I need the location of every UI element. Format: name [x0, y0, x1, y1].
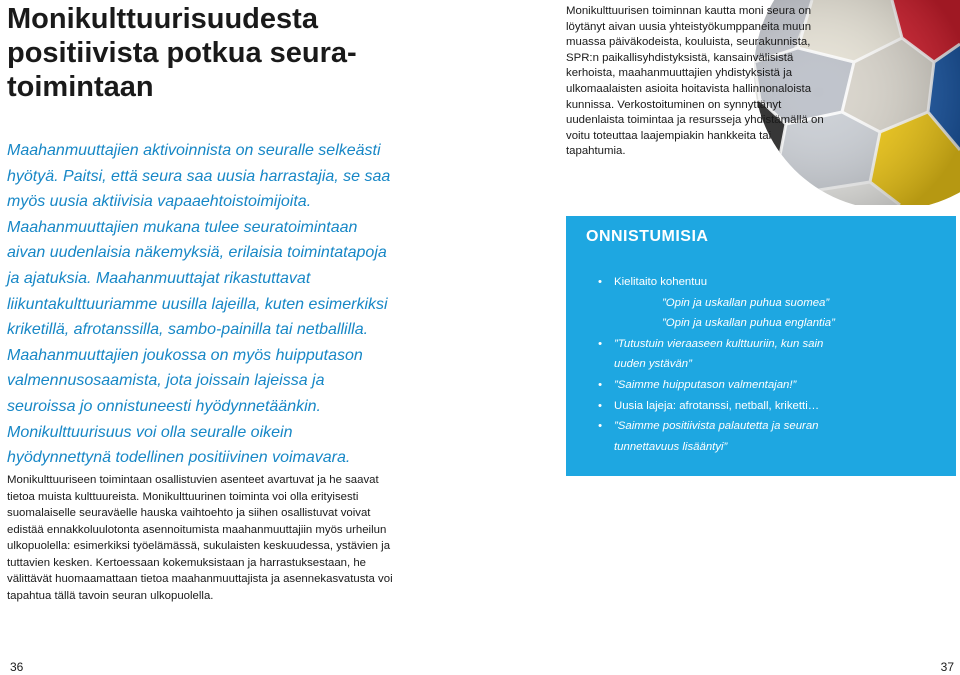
bullet-icon: •	[598, 420, 602, 433]
lead-paragraph: Maahanmuuttajien aktivoinnista on seuralle selkeästi hyötyä. Paitsi, että seura saa uusia harrastajia, se saa myös uusia aktiivisia vapaaehtoistoimijoita. Maahanmuuttajien mukana tulee seuratoimintaan aivan uudenlaisia näkemyksiä, erilaisia toimintatapoja ja ajatuksia. Maahanmuuttajat rikastuttavat liikuntakulttuuriamme uusilla lajeilla, kuten esimerkiksi kriketillä, afrotanssilla, sambo-painilla tai netballilla. Maahanmuuttajien joukossa on myös huipputason valmennusosaamista, jota joissain lajeissa ja seuroissa jo onnistuneesti hyödynnetäänkin. Monikulttuurisuus voi olla seuralle oikein hyödynnettynä todellinen positiivinen voimavara.	[7, 142, 391, 467]
successes-list	[566, 272, 956, 457]
list-item-text: ”Saimme positiivista palautetta ja seuran tunnettavuus lisääntyi”	[614, 420, 819, 453]
successes-box	[566, 216, 956, 476]
list-item	[566, 375, 956, 396]
list-item-text: ”Opin ja uskallan puhua suomea”	[662, 296, 830, 309]
body-paragraph-right: Monikulttuurisen toiminnan kautta moni seura on löytänyt aivan uusia yhteistyökumppaneita muun muassa päiväkodeista, kouluista, seurakunnista, SPR:n paikallisyhdistyksistä, kansainvälisistä kerhoista, maahanmuuttajien yhdistyksistä ja ulkomaalaisten asioita hoitavista hallinnonaloista kunnissa. Verkostoituminen on synnyttänyt uudenlaista toimintaa ja resursseja yhdistämällä on voitu toteuttaa laajempiakin hankkeita tai tapahtumia.	[566, 5, 824, 158]
list-item	[566, 313, 956, 334]
list-item-text: Kielitaito kohentuu	[614, 276, 708, 288]
bullet-icon: •	[598, 276, 602, 288]
body-paragraph-left: Monikulttuuriseen toimintaan osallistuvien asenteet avartuvat ja he saavat tietoa muista kulttuureista. Monikulttuurinen toiminta voi olla erityisesti suomalaiselle seuraväelle hauska vaihtoehto ja siihen osallistuvat voivat edistää ennakkoluulotonta asennoitumista maahanmuuttajiin myös urheilun ulkopuolella: esimerkiksi työelämässä, sukulaisten keskuudessa, ystävien ja tuttavien kesken. Kertoessaan kokemuksistaan ja harrastuksestaan, he välittävät huomaamattaan tietoa maahanmuuttajista ja asennekasvatusta voi tapahtua tällä tavoin seuran ulkopuolella.	[7, 474, 393, 602]
list-item	[566, 272, 956, 293]
list-item	[566, 416, 859, 457]
list-item-text: ”Saimme huipputason valmentajan!”	[614, 378, 797, 391]
list-item-text: ”Opin ja uskallan puhua englantia”	[662, 317, 835, 330]
list-item-text: ”Tutustuin vieraaseen kulttuuriin, kun sain uuden ystävän”	[614, 337, 824, 371]
bullet-icon: •	[598, 337, 602, 350]
page-number-right: 37	[940, 660, 954, 674]
list-item	[566, 334, 834, 375]
box-heading: ONNISTUMISIA	[586, 228, 709, 245]
list-item	[566, 293, 956, 314]
page-number-left: 36	[10, 660, 24, 674]
page-title: Monikulttuurisuudesta positiivista potkua seura-toimintaan	[7, 3, 357, 103]
bullet-icon: •	[598, 378, 602, 391]
bullet-icon: •	[598, 399, 602, 412]
list-item	[566, 396, 956, 417]
list-item-text: Uusia lajeja: afrotanssi, netball, kriketti…	[614, 399, 820, 412]
